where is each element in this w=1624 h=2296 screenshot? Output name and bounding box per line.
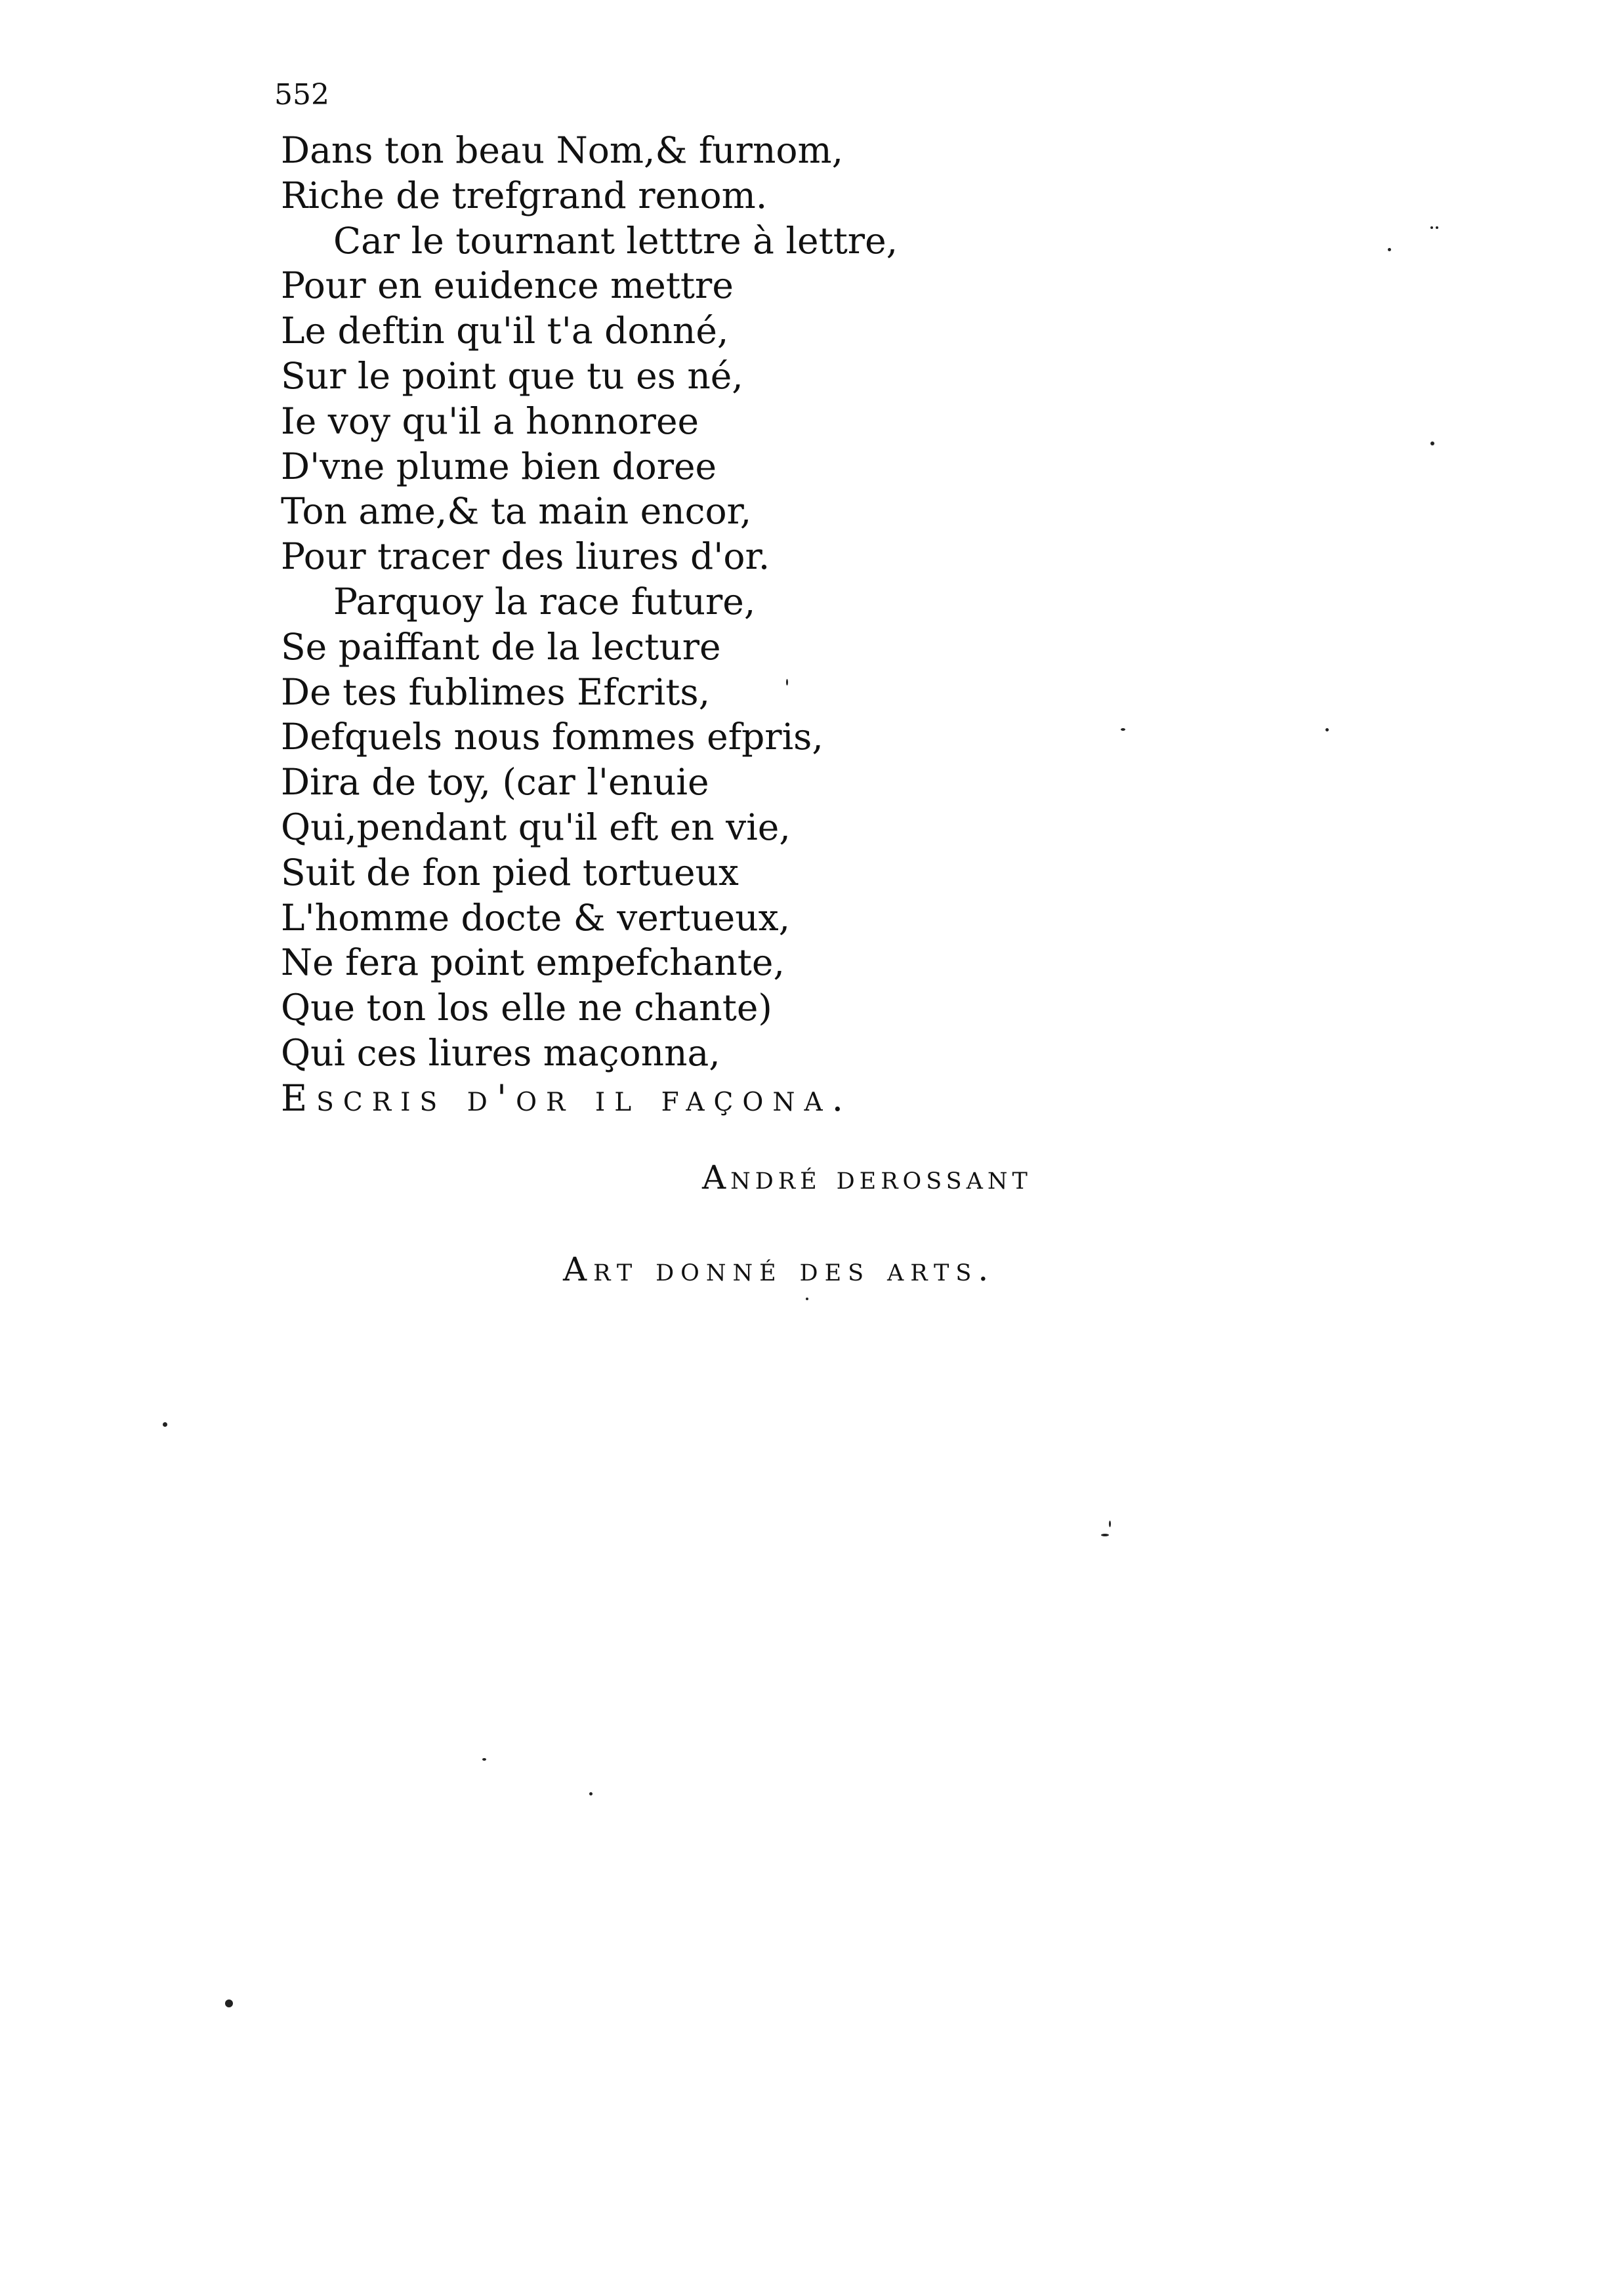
poem (281, 128, 1134, 1121)
ink-speck (225, 1999, 233, 2007)
poem-line: Dans ton beau Nom,& furnom, (281, 129, 844, 171)
poem-line: Riche de trefgrand renom. (281, 174, 768, 216)
ink-speck (1430, 226, 1433, 229)
poem-line: Suit de fon pied tortueux (281, 851, 739, 893)
ink-speck (482, 1758, 486, 1761)
poem-line: Que ton los elle ne chante) (281, 987, 772, 1029)
poem-line: Parquoy la race future, (333, 580, 756, 623)
poem-line: Car le tournant letttre à lettre, (333, 219, 898, 262)
poem-line: Le deftin qu'il t'a donné, (281, 310, 729, 352)
ink-speck (1430, 441, 1434, 445)
ink-speck (1436, 226, 1438, 229)
ink-speck (1325, 728, 1329, 731)
poem-line: L'homme docte & vertueux, (281, 896, 791, 939)
author-anagram: Art donné des arts. (563, 1250, 995, 1288)
page-number: 552 (274, 78, 329, 112)
poem-line: De tes fublimes Efcrits, (281, 670, 711, 713)
poem-line: Qui,pendant qu'il eft en vie, (281, 806, 791, 848)
poem-line: Defquels nous fommes efpris, (281, 716, 823, 758)
ink-speck (163, 1422, 167, 1427)
poem-line-final: Escris d'or il façona. (281, 1076, 853, 1119)
poem-line: Pour en euidence mettre (281, 264, 734, 307)
ink-speck (806, 1298, 808, 1300)
poem-line: Se paiffant de la lecture (281, 625, 721, 668)
ink-speck (786, 679, 788, 686)
poem-line: Sur le point que tu es né, (281, 354, 743, 397)
ink-speck (589, 1792, 593, 1795)
poem-line: Ton ame,& ta main encor, (281, 490, 752, 533)
author-signature: André derossant (702, 1158, 1032, 1197)
ink-speck (1109, 1521, 1111, 1527)
ink-speck (1101, 1534, 1109, 1536)
ink-speck (1121, 728, 1125, 731)
ink-speck (1388, 248, 1391, 251)
poem-line: Pour tracer des liures d'or. (281, 535, 770, 578)
poem-line: Qui ces liures maçonna, (281, 1031, 720, 1074)
poem-line: D'vne plume bien doree (281, 445, 717, 487)
poem-line: Dira de toy, (car l'enuie (281, 761, 709, 804)
poem-line: Ne fera point empefchante, (281, 941, 785, 984)
poem-line: Ie voy qu'il a honnoree (281, 400, 699, 442)
